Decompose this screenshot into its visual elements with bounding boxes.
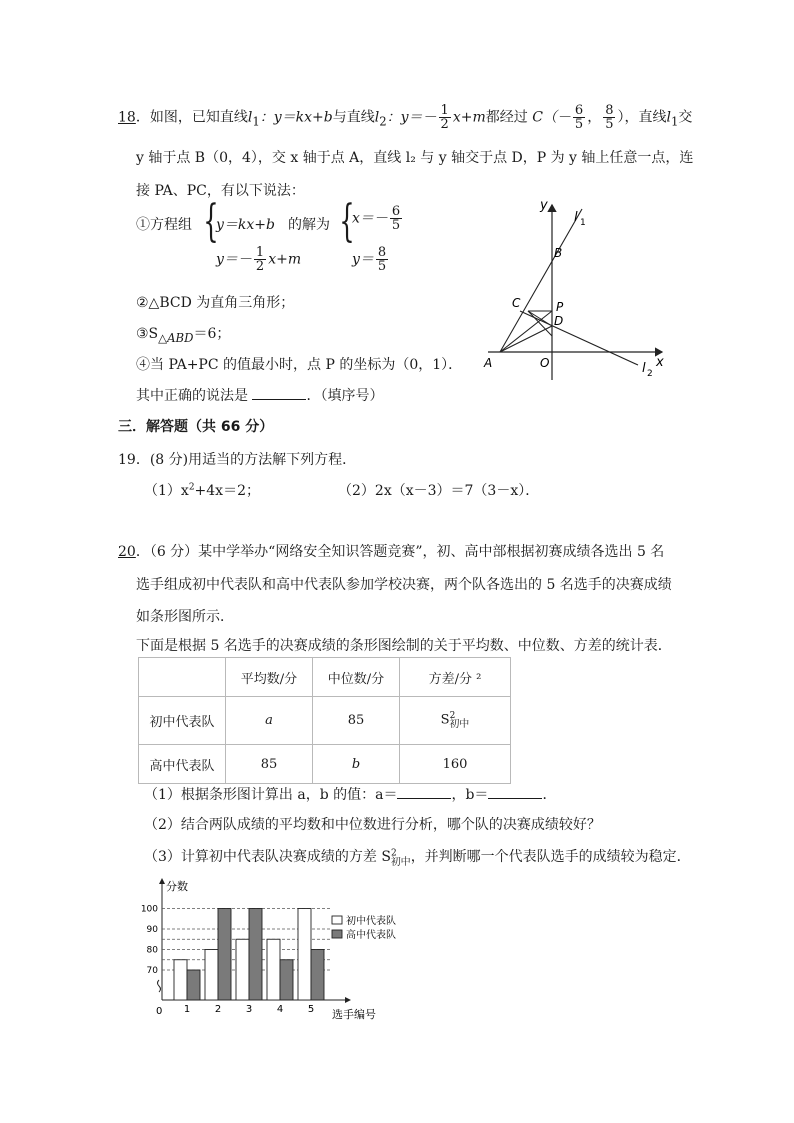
bar-senior	[187, 970, 200, 1000]
x-fraction	[390, 205, 402, 232]
q18-text3: 都经过	[485, 109, 528, 126]
l1-eq: ：y＝kx+b	[259, 109, 333, 126]
l2-eq-pre: ：y＝－	[386, 109, 437, 126]
legend-swatch	[332, 916, 342, 924]
bar-senior	[249, 909, 262, 1001]
p3-post: ，并判断哪一个代表队选手的成绩较为稳定．	[410, 849, 691, 865]
q18-text2: 与直线	[332, 109, 375, 126]
point-c: C（－	[532, 109, 571, 126]
cx-fraction	[573, 104, 585, 131]
q20-part3	[144, 846, 691, 868]
q19-part1	[144, 480, 260, 500]
s3-sub: △ABD	[158, 330, 194, 345]
q20-part1	[144, 784, 556, 804]
l1-name: l	[247, 109, 253, 126]
label-x: x	[656, 355, 664, 370]
chart-xlabel: 选手编号	[332, 1008, 376, 1021]
q18-line1	[118, 104, 692, 131]
stats-table	[138, 657, 511, 784]
answer-post: ．（填序号）	[306, 388, 384, 404]
frac-num: 8	[377, 245, 387, 260]
section-3-heading: 三．解答题（共 66 分）	[118, 419, 274, 435]
half-fraction	[439, 104, 451, 131]
q18-line3: 接 PA、PC，有以下说法：	[136, 183, 305, 199]
chart-ytick: 90	[146, 925, 158, 935]
chart-origin: 0	[156, 1006, 163, 1017]
p3-pre: （3）计算初中代表队决赛成绩的方差	[144, 849, 377, 865]
y-fraction	[376, 246, 388, 273]
s3-pre: ③S	[136, 326, 159, 342]
legend-label: 初中代表队	[346, 916, 396, 927]
bar-junior	[267, 939, 280, 1000]
table-row	[139, 745, 511, 784]
chart-ytick: 70	[146, 966, 158, 976]
table-header: 方差/分 ²	[400, 658, 511, 697]
label-d: D	[554, 314, 564, 328]
var-s: S	[440, 712, 450, 728]
frac-den: 5	[574, 117, 584, 132]
p1-post: +4x＝2；	[194, 483, 260, 499]
answer-blank[interactable]	[252, 387, 306, 400]
p1-post: ．	[542, 787, 557, 803]
left-brace: {	[203, 196, 219, 247]
table-header: 平均数/分	[226, 658, 313, 697]
frac-den: 5	[605, 117, 614, 132]
y-pre: y＝	[352, 251, 374, 268]
eq2-post: x+m	[268, 251, 302, 268]
label-l1-sub: 1	[580, 218, 586, 228]
statement-3	[136, 323, 230, 345]
frac-den: 5	[377, 259, 387, 274]
right-brace: {	[339, 196, 355, 247]
eq2-pre: y＝－	[216, 251, 252, 268]
q19-text: ．(8 分)用适当的方法解下列方程．	[135, 452, 357, 468]
q20-part2: （2）结合两队成绩的平均数和中位数进行分析，哪个队的决赛成绩较好？	[144, 817, 601, 833]
q18-text5: 交	[678, 109, 693, 126]
label-l1: l	[574, 210, 578, 225]
q20-line2: 选手组成初中代表队和高中代表队参加学校决赛，两个队各选出的 5 名选手的决赛成绩	[136, 577, 672, 593]
label-p: P	[556, 300, 564, 314]
answer-line	[136, 385, 383, 405]
l1-sub: 1	[670, 114, 679, 129]
table-cell: 高中代表队	[139, 745, 226, 784]
solution-label: 的解为	[288, 217, 330, 233]
seg-pa	[500, 311, 552, 352]
q18-number: 18	[118, 109, 136, 126]
table-cell-variance	[400, 697, 511, 745]
q20-line1	[118, 541, 664, 561]
p3-sup: 2	[390, 848, 397, 859]
table-cell: b	[313, 745, 400, 784]
q18-text: ．如图，已知直线	[135, 109, 248, 126]
q20-text1: ．（6 分）某中学举办“网络安全知识答题竞赛”，初、高中部根据初赛成绩各选出 5 名	[135, 544, 665, 560]
frac-num: 8	[605, 103, 614, 118]
chart-ytick: 80	[146, 945, 158, 956]
bar-junior	[174, 960, 187, 1000]
chart-ytick: 100	[140, 904, 158, 915]
bar-junior	[236, 939, 249, 1000]
bar-junior	[298, 909, 311, 1001]
chart-xtick: 5	[307, 1004, 315, 1015]
c-close: ）	[617, 109, 625, 126]
q18-text4: ，直线	[624, 109, 667, 126]
axis-break	[158, 980, 161, 992]
chart-xtick: 2	[214, 1004, 222, 1015]
bar-chart	[140, 876, 440, 1026]
frac-num: 1	[255, 245, 265, 260]
solution-x	[352, 205, 404, 232]
table-cell: a	[226, 697, 313, 745]
answer-pre: 其中正确的说法是	[136, 388, 248, 404]
s3-post: ＝6；	[193, 326, 231, 342]
chart-ylabel: 分数	[166, 880, 188, 893]
table-cell: 初中代表队	[139, 697, 226, 745]
table-cell: 85	[313, 697, 400, 745]
frac-den: 2	[255, 259, 265, 274]
statement-2: ②△BCD 为直角三角形；	[136, 295, 295, 311]
blank-b[interactable]	[488, 786, 542, 799]
p1-pre: （1）x	[144, 483, 189, 499]
p3-var: S	[381, 849, 391, 865]
geometry-figure	[470, 195, 680, 385]
table-cell: 85	[226, 745, 313, 784]
x-pre: x＝－	[352, 210, 388, 227]
var-sup: 2	[449, 711, 456, 722]
statement-4: ④当 PA+PC 的值最小时，点 P 的坐标为（0，1）．	[136, 357, 463, 373]
legend-swatch	[332, 930, 342, 938]
label-a: A	[484, 356, 493, 370]
frac-num: 6	[574, 103, 584, 118]
cy-fraction	[603, 104, 615, 131]
solution-y	[352, 246, 390, 273]
l1-sub: 1	[252, 114, 260, 129]
half-fraction	[254, 246, 266, 273]
statement-1-label: ①方程组	[136, 217, 192, 233]
frac-den: 2	[440, 117, 449, 132]
l2-eq-post: x+m	[452, 109, 486, 126]
p1-pre: （1）根据条形图计算出 a，b 的值：a＝	[144, 787, 398, 803]
chart-y-arrow	[159, 878, 165, 884]
q20-number: 20	[118, 544, 136, 560]
chart-x-arrow	[345, 997, 351, 1003]
label-l2: l	[642, 361, 646, 376]
bar-senior	[218, 909, 231, 1001]
table-header-row	[139, 658, 511, 697]
q18-line2: y 轴于点 B（0，4），交 x 轴于点 A，直线 l₂ 与 y 轴交于点 D，P 为 y 轴上任意一点，连	[136, 150, 694, 166]
chart-xtick: 3	[245, 1004, 253, 1015]
label-b: B	[554, 246, 563, 260]
label-y: y	[540, 198, 548, 213]
q19-title	[118, 449, 356, 469]
table-header	[139, 658, 226, 697]
q19-part2: （2）2x（x－3）＝7（3－x）．	[338, 483, 540, 499]
bar-senior	[280, 960, 293, 1000]
label-c: C	[512, 296, 521, 310]
label-o: O	[540, 356, 550, 370]
chart-xtick: 1	[183, 1004, 191, 1015]
q20-line3: 如条形图所示．	[136, 609, 234, 625]
q20-line4: 下面是根据 5 名选手的决赛成绩的条形图绘制的关于平均数、中位数、方差的统计表．	[136, 638, 672, 654]
chart-layer	[141, 878, 396, 1015]
c-comma: ，	[587, 109, 602, 126]
p3-sub: 初中	[390, 856, 411, 868]
system-eq1: y＝kx+b	[216, 217, 275, 233]
system-eq2	[216, 246, 301, 273]
p1-sup: 2	[188, 482, 195, 493]
frac-num: 1	[440, 103, 449, 118]
line-l1	[500, 209, 582, 352]
bar-junior	[205, 950, 218, 1001]
label-l2-sub: 2	[647, 369, 653, 379]
table-cell: 160	[400, 745, 511, 784]
q19-number: 19	[118, 452, 136, 468]
blank-a[interactable]	[397, 786, 451, 799]
bar-senior	[311, 950, 324, 1001]
table-header: 中位数/分	[313, 658, 400, 697]
table-row	[139, 697, 511, 745]
p1-mid: ，b＝	[451, 787, 489, 803]
chart-xtick: 4	[276, 1004, 284, 1015]
l2-sub: 2	[379, 114, 387, 129]
frac-num: 6	[391, 204, 401, 219]
l2-name: l	[374, 109, 380, 126]
frac-den: 5	[391, 218, 401, 233]
l1-name: l	[666, 109, 671, 126]
var-sub: 初中	[449, 718, 470, 730]
legend-label: 高中代表队	[346, 930, 396, 941]
